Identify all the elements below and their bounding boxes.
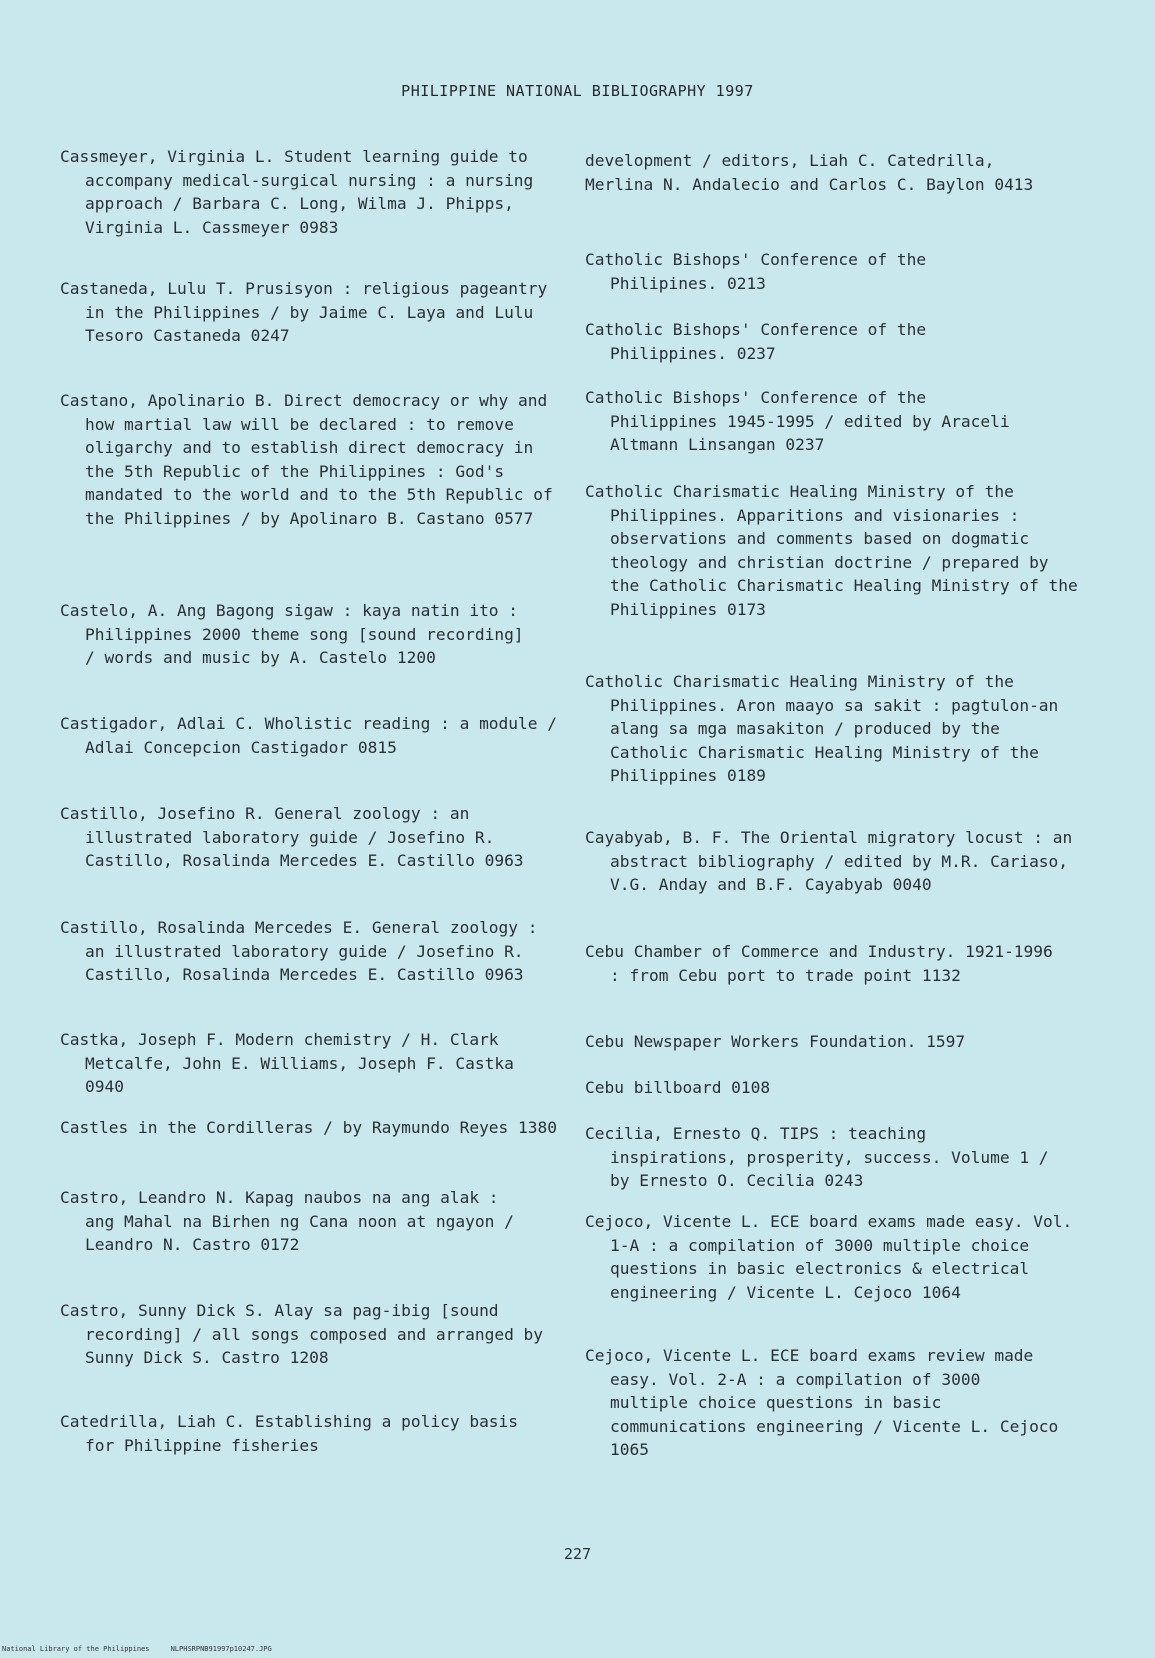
footer-library: National Library of the Philippines bbox=[2, 1645, 150, 1653]
entry-cchm-apparitions: Catholic Charismatic Healing Ministry of the Philippines. Apparitions and visionaries : observations and comments based on dogmatic theology and christian doctrine / prepared by the Catholic Charismatic Healing Ministry of the Philippines 0173 bbox=[585, 482, 1088, 619]
entry-cejoco-1064: Cejoco, Vicente L. ECE board exams made easy. Vol. 1-A : a compilation of 3000 multiple choice questions in basic electronics & electrical engineering / Vicente L. Cejoco 1064 bbox=[585, 1212, 1083, 1302]
entry-cejoco-1065: Cejoco, Vicente L. ECE board exams review made easy. Vol. 2-A : a compilation of 3000 multiple choice questions in basic communications engineering / Vicente L. Cejoco 1065 bbox=[585, 1346, 1069, 1460]
entry-cebu-chamber: Cebu Chamber of Commerce and Industry. 1921-1996 : from Cebu port to trade point 1132 bbox=[585, 942, 1063, 985]
entry-cebu-newspaper: Cebu Newspaper Workers Foundation. 1597 bbox=[585, 1032, 966, 1051]
entry-castka: Castka, Joseph F. Modern chemistry / H. Clark Metcalfe, John E. Williams, Joseph F. Castka 0940 bbox=[60, 1030, 524, 1097]
entry-cchm-aron-maayo: Catholic Charismatic Healing Ministry of the Philippines. Aron maayo sa sakit : pagtulon-an alang sa mga masakiton / produced by the Catholic Charismatic Healing Ministry of the Philippines 0189 bbox=[585, 672, 1069, 786]
page-number: 227 bbox=[563, 1545, 592, 1563]
entry-castelo: Castelo, A. Ang Bagong sigaw : kaya natin ito : Philippines 2000 theme song [sound recording] / words and music by A. Castelo 1200 bbox=[60, 601, 534, 668]
page-header: PHILIPPINE NATIONAL BIBLIOGRAPHY 1997 bbox=[401, 82, 754, 100]
footer-filename: NLPHSRPNB91997p10247.JPG bbox=[170, 1645, 272, 1653]
entry-castles: Castles in the Cordilleras / by Raymundo Reyes 1380 bbox=[60, 1118, 558, 1137]
entry-castano: Castano, Apolinario B. Direct democracy or why and how martial law will be declared : to remove oligarchy and to establish direct democracy in the 5th Republic of the Philippines : God's mandated to the world and to the 5th Republic of the Philippines / by Apolinaro B. Castano 0577 bbox=[60, 391, 563, 528]
entry-cassmeyer: Cassmeyer, Virginia L. Student learning guide to accompany medical-surgical nursing : a nursing approach / Barbara C. Long, Wilma J. Phipps, Virginia L. Cassmeyer 0983 bbox=[60, 147, 544, 237]
entry-castillo-josefino: Castillo, Josefino R. General zoology : an illustrated laboratory guide / Josefino R. Castillo, Rosalinda Mercedes E. Castillo 0963 bbox=[60, 804, 524, 871]
entry-castro-sunny: Castro, Sunny Dick S. Alay sa pag-ibig [sound recording] / all songs composed and arranged by Sunny Dick S. Castro 1208 bbox=[60, 1301, 553, 1368]
entry-cbcp-1945-1995: Catholic Bishops' Conference of the Philippines 1945-1995 / edited by Araceli Altmann Linsangan 0237 bbox=[585, 388, 1020, 455]
entry-castillo-rosalinda: Castillo, Rosalinda Mercedes E. General zoology : an illustrated laboratory guide / Josefino R. Castillo, Rosalinda Mercedes E. Castillo 0963 bbox=[60, 918, 548, 985]
entry-castro-leandro: Castro, Leandro N. Kapag naubos na ang alak : ang Mahal na Birhen ng Cana noon at ngayon / Leandro N. Castro 0172 bbox=[60, 1188, 524, 1255]
entry-catedrilla-continued: development / editors, Liah C. Catedrilla, Merlina N. Andalecio and Carlos C. Baylon 0413 bbox=[585, 151, 1034, 194]
entry-cbcp-0237: Catholic Bishops' Conference of the Philippines. 0237 bbox=[585, 320, 936, 363]
entry-castaneda: Castaneda, Lulu T. Prusisyon : religious pageantry in the Philippines / by Jaime C. Laya and Lulu Tesoro Castaneda 0247 bbox=[60, 279, 558, 346]
entry-cebu-billboard: Cebu billboard 0108 bbox=[585, 1078, 771, 1097]
entry-cbcp-0213: Catholic Bishops' Conference of the Philipines. 0213 bbox=[585, 250, 936, 293]
scan-footer bbox=[2, 1645, 272, 1653]
entry-catedrilla: Catedrilla, Liah C. Establishing a policy basis for Philippine fisheries bbox=[60, 1412, 528, 1455]
entry-cecilia: Cecilia, Ernesto Q. TIPS : teaching inspirations, prosperity, success. Volume 1 / by Ernesto O. Cecilia 0243 bbox=[585, 1124, 1059, 1191]
entry-castigador: Castigador, Adlai C. Wholistic reading : a module / Adlai Concepcion Castigador 0815 bbox=[60, 714, 567, 757]
entry-cayabyab: Cayabyab, B. F. The Oriental migratory locust : an abstract bibliography / edited by M.R. Cariaso, V.G. Anday and B.F. Cayabyab 0040 bbox=[585, 828, 1083, 895]
